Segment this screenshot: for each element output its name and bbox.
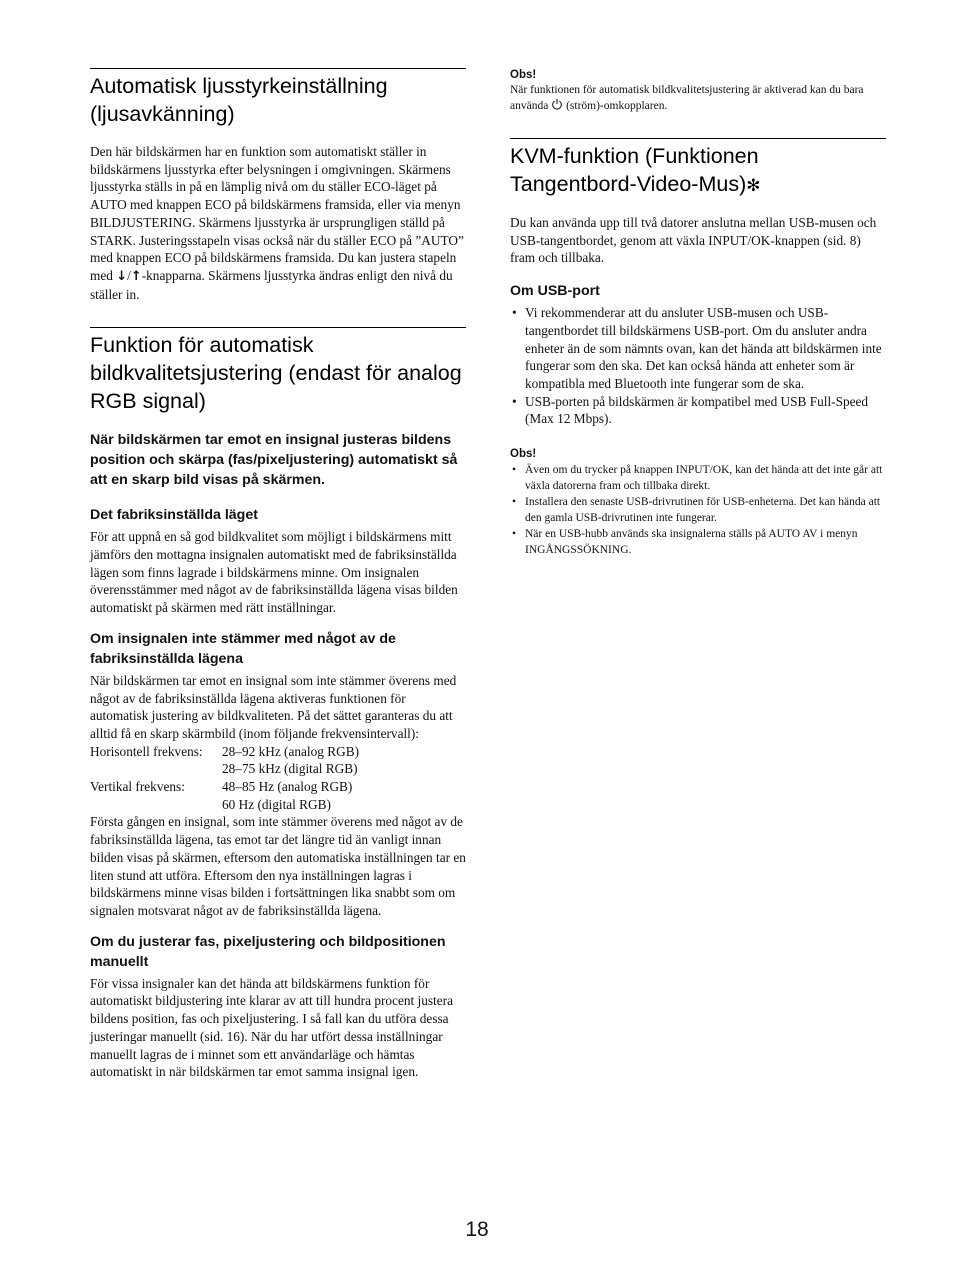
heading-manual-adjust: Om du justerar fas, pixeljustering och bildpositionen manuellt	[90, 933, 446, 970]
note-label: Obs!	[510, 448, 537, 461]
list-item: • Installera den senaste USB-drivrutinen för USB-enheterna. Det kan hända att den gamla USB-drivrutinen inte fungerar.	[510, 494, 886, 526]
heading-usb-port: Om USB-port	[510, 283, 600, 300]
note-body: När funktionen för automatisk bildkvalitetsjustering är aktiverad kan du bara använda (ström)-omkopplaren.	[510, 84, 864, 112]
kvm-asterisk-icon: ✻	[746, 176, 761, 196]
frequency-row: 60 Hz (digital RGB)	[222, 796, 331, 812]
list-item: • När en USB-hubb används ska insignalerna ställs på AUTO AV i menyn INGÅNGSSÖKNING.	[510, 526, 886, 558]
page-number: 18	[465, 1218, 489, 1241]
heading-no-match: Om insignalen inte stämmer med något av de fabriksinställda lägena	[90, 630, 396, 667]
power-icon	[551, 98, 563, 110]
note-label: Obs!	[510, 69, 537, 81]
heading-factory-mode: Det fabriksinställda läget	[90, 507, 258, 524]
usb-bullet-list	[510, 304, 886, 428]
frequency-row: 28–75 kHz (digital RGB)	[222, 761, 358, 777]
frequency-row: Vertikal frekvens: 48–85 Hz (analog RGB)	[90, 779, 353, 795]
section-title-auto-brightness: Automatisk ljusstyrkeinställning (ljusavkänning)	[90, 74, 388, 126]
right-column	[510, 68, 886, 558]
no-match-body-continued: Första gången en insignal, som inte stämmer överens med något av de fabriksinställda lägena, tas emot tar det längre tid än vanligt innan bilden visas på skärmen, eftersom den automatiska inställningen tar en liten stund att utföra. Eftersom den nya inställningen lagras i bildskärmens minne visas bilden i fortsättningen lika snabbt som om signalen motsvarat något av de fabriksinställda lägena.	[90, 814, 466, 918]
section-title-kvm: KVM-funktion (Funktionen Tangentbord-Video-Mus)✻	[510, 144, 761, 196]
arrow-down-icon: ↓	[116, 268, 128, 284]
arrow-up-icon: ↑	[130, 268, 142, 284]
auto-picture-quality-lead: När bildskärmen tar emot en insignal justeras bildens position och skärpa (fas/pixeljustering) automatiskt så att en skarp bild visas på skärmen.	[90, 432, 458, 489]
manual-adjust-body: För vissa insignaler kan det hända att bildskärmens funktion för automatiskt bildjustering inte klarar av att till hundra procent justera bildens position, fas och pixeljustering. I så fall kan du utföra dessa justeringar manuellt (sid. 16). När du har utfört dessa inställningar manuellt lagras de i minnet som ett användarläge och hämtas automatiskt in när bildskärmen tar emot samma insignal igen.	[90, 975, 453, 1080]
frequency-table	[90, 743, 359, 814]
auto-brightness-body: Den här bildskärmen har en funktion som automatiskt ställer in bildskärmens ljusstyrka efter belysningen i omgivningen. Skärmens ljusstyrka ställs in på en lämplig nivå om du ställer ECO-läget på AUTO med knappen ECO på bildskärmens framsida, eller via menyn BILDJUSTERING. Skärmens ljusstyrka är ursprungligen ställd på STARK. Justeringsstapeln visas också när du ställer ECO på ”AUTO” med knappen ECO på bildskärmens framsida. Du kan justera stapeln med ↓/↑-knapparna. Skärmens ljusstyrka ändras enligt den nivå du ställer in.	[90, 144, 464, 302]
section-title-auto-picture-quality: Funktion för automatisk bildkvalitetsjustering (endast för analog RGB signal)	[90, 333, 462, 414]
list-item: • Även om du trycker på knappen INPUT/OK, kan det hända att det inte går att växla datorerna fram och tillbaka direkt.	[510, 462, 886, 494]
note-bullet-list	[510, 462, 886, 558]
list-item: • USB-porten på bildskärmen är kompatibel med USB Full-Speed (Max 12 Mbps).	[510, 393, 886, 428]
factory-mode-body: För att uppnå en så god bildkvalitet som möjligt i bildskärmens mitt jämförs den mottagna insignalen automatiskt med de fabriksinställda lägen som finns lagrade i bildskärmens minne. Om insignalen överensstämmer med något av de fabriksinställda lägena visas bilden automatiskt på skärmen med rätt inställningar.	[90, 529, 458, 616]
kvm-body: Du kan använda upp till två datorer anslutna mellan USB-musen och USB-tangentbordet, genom att växla INPUT/OK-knappen (sid. 8) fram och tillbaka.	[510, 215, 877, 266]
frequency-row: Horisontell frekvens: 28–92 kHz (analog RGB)	[90, 743, 360, 759]
list-item: • Vi rekommenderar att du ansluter USB-musen och USB-tangentbordet till bildskärmens USB-port. Om du ansluter andra enheter än de som nämnts ovan, kan det hända att bildskärmen inte fungerar som den ska. Det kan också hända att enheter som är kompatibla med Bluetooth inte fungerar som de ska.	[510, 304, 886, 393]
left-column	[90, 68, 466, 1081]
no-match-body: När bildskärmen tar emot en insignal som inte stämmer överens med något av de fabriksinställda lägena aktiveras funktionen för automatisk justering av bildkvaliteten. På det sättet garanteras du att alltid få en skarp skärmbild (inom följande frekvensintervall):	[90, 672, 457, 741]
